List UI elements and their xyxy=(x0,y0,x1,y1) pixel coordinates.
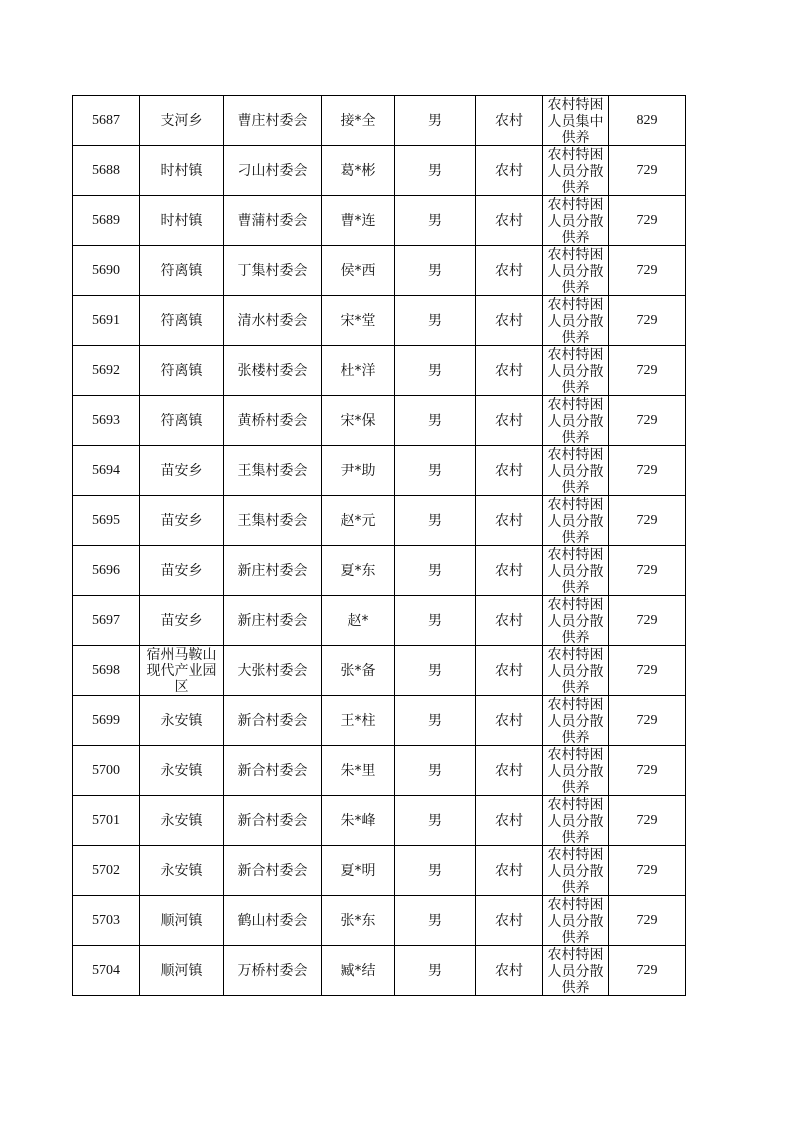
village-committee-cell: 大张村委会 xyxy=(224,646,322,696)
amount-cell: 829 xyxy=(609,96,686,146)
amount-cell: 729 xyxy=(609,496,686,546)
gender-cell: 男 xyxy=(395,496,476,546)
area-type-cell: 农村 xyxy=(476,546,543,596)
amount-cell: 729 xyxy=(609,246,686,296)
township-cell xyxy=(140,796,224,846)
person-name-cell: 夏*东 xyxy=(322,546,395,596)
serial-number-cell: 5692 xyxy=(73,346,140,396)
gender-cell: 男 xyxy=(395,446,476,496)
serial-number-cell: 5690 xyxy=(73,246,140,296)
support-type-cell-text: 农村特困人员分散供养 xyxy=(547,497,604,545)
support-type-cell-text: 农村特困人员分散供养 xyxy=(547,647,604,695)
support-type-cell xyxy=(543,546,609,596)
support-type-cell xyxy=(543,846,609,896)
gender-cell: 男 xyxy=(395,646,476,696)
table-row xyxy=(73,646,686,696)
township-cell xyxy=(140,346,224,396)
village-committee-cell: 王集村委会 xyxy=(224,496,322,546)
support-type-cell-text: 农村特困人员分散供养 xyxy=(547,447,604,495)
person-name-cell: 尹*助 xyxy=(322,446,395,496)
gender-cell: 男 xyxy=(395,696,476,746)
table-row xyxy=(73,946,686,996)
area-type-cell: 农村 xyxy=(476,96,543,146)
gender-cell: 男 xyxy=(395,896,476,946)
support-type-cell-text: 农村特困人员分散供养 xyxy=(547,547,604,595)
township-cell-text: 时村镇 xyxy=(160,162,203,179)
serial-number-cell: 5696 xyxy=(73,546,140,596)
township-cell-text: 顺河镇 xyxy=(160,912,203,929)
table-row xyxy=(73,546,686,596)
area-type-cell: 农村 xyxy=(476,246,543,296)
township-cell xyxy=(140,396,224,446)
township-cell-text: 苗安乡 xyxy=(160,562,203,579)
amount-cell: 729 xyxy=(609,446,686,496)
support-type-cell-text: 农村特困人员分散供养 xyxy=(547,247,604,295)
serial-number-cell: 5694 xyxy=(73,446,140,496)
village-committee-cell: 新合村委会 xyxy=(224,796,322,846)
support-type-cell xyxy=(543,96,609,146)
township-cell-text: 宿州马鞍山现代产业园区 xyxy=(146,646,217,695)
village-committee-cell: 新合村委会 xyxy=(224,746,322,796)
village-committee-cell: 刁山村委会 xyxy=(224,146,322,196)
village-committee-cell: 鹤山村委会 xyxy=(224,896,322,946)
serial-number-cell: 5693 xyxy=(73,396,140,446)
area-type-cell: 农村 xyxy=(476,896,543,946)
township-cell-text: 永安镇 xyxy=(160,762,203,779)
township-cell-text: 苗安乡 xyxy=(160,512,203,529)
support-type-cell-text: 农村特困人员分散供养 xyxy=(547,747,604,795)
gender-cell: 男 xyxy=(395,246,476,296)
table-row xyxy=(73,696,686,746)
area-type-cell: 农村 xyxy=(476,796,543,846)
person-name-cell: 侯*西 xyxy=(322,246,395,296)
serial-number-cell: 5703 xyxy=(73,896,140,946)
table-row xyxy=(73,296,686,346)
table-row xyxy=(73,846,686,896)
support-type-cell-text: 农村特困人员分散供养 xyxy=(547,897,604,945)
village-committee-cell: 新合村委会 xyxy=(224,696,322,746)
serial-number-cell: 5688 xyxy=(73,146,140,196)
person-name-cell: 杜*洋 xyxy=(322,346,395,396)
township-cell-text: 永安镇 xyxy=(160,812,203,829)
gender-cell: 男 xyxy=(395,96,476,146)
area-type-cell: 农村 xyxy=(476,396,543,446)
person-name-cell: 朱*峰 xyxy=(322,796,395,846)
amount-cell: 729 xyxy=(609,796,686,846)
village-committee-cell: 新庄村委会 xyxy=(224,546,322,596)
support-type-cell xyxy=(543,296,609,346)
serial-number-cell: 5704 xyxy=(73,946,140,996)
gender-cell: 男 xyxy=(395,396,476,446)
serial-number-cell: 5700 xyxy=(73,746,140,796)
village-committee-cell: 万桥村委会 xyxy=(224,946,322,996)
serial-number-cell: 5691 xyxy=(73,296,140,346)
support-type-cell xyxy=(543,946,609,996)
village-committee-cell: 张楼村委会 xyxy=(224,346,322,396)
person-name-cell: 朱*里 xyxy=(322,746,395,796)
table-row xyxy=(73,446,686,496)
amount-cell: 729 xyxy=(609,746,686,796)
township-cell xyxy=(140,496,224,546)
gender-cell: 男 xyxy=(395,596,476,646)
township-cell-text: 符离镇 xyxy=(160,362,203,379)
area-type-cell: 农村 xyxy=(476,296,543,346)
support-type-cell-text: 农村特困人员分散供养 xyxy=(547,947,604,995)
village-committee-cell: 丁集村委会 xyxy=(224,246,322,296)
amount-cell: 729 xyxy=(609,696,686,746)
support-type-cell xyxy=(543,346,609,396)
township-cell-text: 符离镇 xyxy=(160,412,203,429)
township-cell-text: 永安镇 xyxy=(160,712,203,729)
person-name-cell: 赵* xyxy=(322,596,395,646)
amount-cell: 729 xyxy=(609,946,686,996)
support-type-cell xyxy=(543,596,609,646)
support-type-cell-text: 农村特困人员分散供养 xyxy=(547,597,604,645)
gender-cell: 男 xyxy=(395,746,476,796)
township-cell-text: 顺河镇 xyxy=(160,962,203,979)
gender-cell: 男 xyxy=(395,796,476,846)
village-committee-cell: 曹蒲村委会 xyxy=(224,196,322,246)
township-cell-text: 苗安乡 xyxy=(160,612,203,629)
support-type-cell-text: 农村特困人员分散供养 xyxy=(547,197,604,245)
township-cell xyxy=(140,546,224,596)
township-cell-text: 永安镇 xyxy=(160,862,203,879)
amount-cell: 729 xyxy=(609,196,686,246)
amount-cell: 729 xyxy=(609,546,686,596)
gender-cell: 男 xyxy=(395,146,476,196)
township-cell xyxy=(140,446,224,496)
township-cell xyxy=(140,146,224,196)
village-committee-cell: 黄桥村委会 xyxy=(224,396,322,446)
gender-cell: 男 xyxy=(395,846,476,896)
beneficiary-table xyxy=(72,95,686,996)
person-name-cell: 赵*元 xyxy=(322,496,395,546)
area-type-cell: 农村 xyxy=(476,696,543,746)
area-type-cell: 农村 xyxy=(476,496,543,546)
township-cell-text: 符离镇 xyxy=(160,312,203,329)
support-type-cell-text: 农村特困人员分散供养 xyxy=(547,397,604,445)
person-name-cell: 曹*连 xyxy=(322,196,395,246)
township-cell xyxy=(140,846,224,896)
township-cell xyxy=(140,596,224,646)
township-cell-text: 时村镇 xyxy=(160,212,203,229)
area-type-cell: 农村 xyxy=(476,196,543,246)
amount-cell: 729 xyxy=(609,846,686,896)
township-cell xyxy=(140,196,224,246)
amount-cell: 729 xyxy=(609,346,686,396)
township-cell xyxy=(140,96,224,146)
support-type-cell xyxy=(543,496,609,546)
gender-cell: 男 xyxy=(395,346,476,396)
amount-cell: 729 xyxy=(609,896,686,946)
support-type-cell xyxy=(543,746,609,796)
township-cell-text: 符离镇 xyxy=(160,262,203,279)
person-name-cell: 张*备 xyxy=(322,646,395,696)
serial-number-cell: 5698 xyxy=(73,646,140,696)
table-row xyxy=(73,896,686,946)
table-row xyxy=(73,196,686,246)
gender-cell: 男 xyxy=(395,546,476,596)
village-committee-cell: 清水村委会 xyxy=(224,296,322,346)
person-name-cell: 接*全 xyxy=(322,96,395,146)
amount-cell: 729 xyxy=(609,296,686,346)
support-type-cell xyxy=(543,796,609,846)
serial-number-cell: 5699 xyxy=(73,696,140,746)
township-cell xyxy=(140,696,224,746)
support-type-cell-text: 农村特困人员分散供养 xyxy=(547,347,604,395)
area-type-cell: 农村 xyxy=(476,346,543,396)
table-row xyxy=(73,246,686,296)
village-committee-cell: 曹庄村委会 xyxy=(224,96,322,146)
township-cell xyxy=(140,296,224,346)
area-type-cell: 农村 xyxy=(476,846,543,896)
support-type-cell-text: 农村特困人员分散供养 xyxy=(547,147,604,195)
serial-number-cell: 5702 xyxy=(73,846,140,896)
support-type-cell xyxy=(543,396,609,446)
support-type-cell-text: 农村特困人员集中供养 xyxy=(547,97,604,145)
table-row xyxy=(73,346,686,396)
support-type-cell xyxy=(543,696,609,746)
area-type-cell: 农村 xyxy=(476,946,543,996)
support-type-cell xyxy=(543,896,609,946)
person-name-cell: 宋*堂 xyxy=(322,296,395,346)
table-row xyxy=(73,96,686,146)
support-type-cell-text: 农村特困人员分散供养 xyxy=(547,697,604,745)
person-name-cell: 臧*结 xyxy=(322,946,395,996)
support-type-cell-text: 农村特困人员分散供养 xyxy=(547,797,604,845)
gender-cell: 男 xyxy=(395,196,476,246)
township-cell xyxy=(140,246,224,296)
support-type-cell-text: 农村特困人员分散供养 xyxy=(547,847,604,895)
support-type-cell xyxy=(543,146,609,196)
support-type-cell xyxy=(543,646,609,696)
village-committee-cell: 王集村委会 xyxy=(224,446,322,496)
area-type-cell: 农村 xyxy=(476,146,543,196)
table-row xyxy=(73,746,686,796)
serial-number-cell: 5695 xyxy=(73,496,140,546)
person-name-cell: 宋*保 xyxy=(322,396,395,446)
gender-cell: 男 xyxy=(395,296,476,346)
serial-number-cell: 5689 xyxy=(73,196,140,246)
township-cell xyxy=(140,896,224,946)
person-name-cell: 葛*彬 xyxy=(322,146,395,196)
township-cell xyxy=(140,946,224,996)
serial-number-cell: 5697 xyxy=(73,596,140,646)
support-type-cell xyxy=(543,246,609,296)
village-committee-cell: 新庄村委会 xyxy=(224,596,322,646)
person-name-cell: 王*柱 xyxy=(322,696,395,746)
area-type-cell: 农村 xyxy=(476,746,543,796)
amount-cell: 729 xyxy=(609,646,686,696)
amount-cell: 729 xyxy=(609,146,686,196)
table-body xyxy=(73,96,686,996)
support-type-cell-text: 农村特困人员分散供养 xyxy=(547,297,604,345)
gender-cell: 男 xyxy=(395,946,476,996)
table-row xyxy=(73,396,686,446)
person-name-cell: 张*东 xyxy=(322,896,395,946)
person-name-cell: 夏*明 xyxy=(322,846,395,896)
table-row xyxy=(73,796,686,846)
area-type-cell: 农村 xyxy=(476,646,543,696)
serial-number-cell: 5687 xyxy=(73,96,140,146)
table-row xyxy=(73,146,686,196)
serial-number-cell: 5701 xyxy=(73,796,140,846)
amount-cell: 729 xyxy=(609,596,686,646)
township-cell xyxy=(140,746,224,796)
area-type-cell: 农村 xyxy=(476,446,543,496)
village-committee-cell: 新合村委会 xyxy=(224,846,322,896)
township-cell-text: 苗安乡 xyxy=(160,462,203,479)
support-type-cell xyxy=(543,196,609,246)
support-type-cell xyxy=(543,446,609,496)
township-cell xyxy=(140,646,224,696)
table-row xyxy=(73,596,686,646)
area-type-cell: 农村 xyxy=(476,596,543,646)
amount-cell: 729 xyxy=(609,396,686,446)
township-cell-text: 支河乡 xyxy=(160,112,203,129)
table-row xyxy=(73,496,686,546)
